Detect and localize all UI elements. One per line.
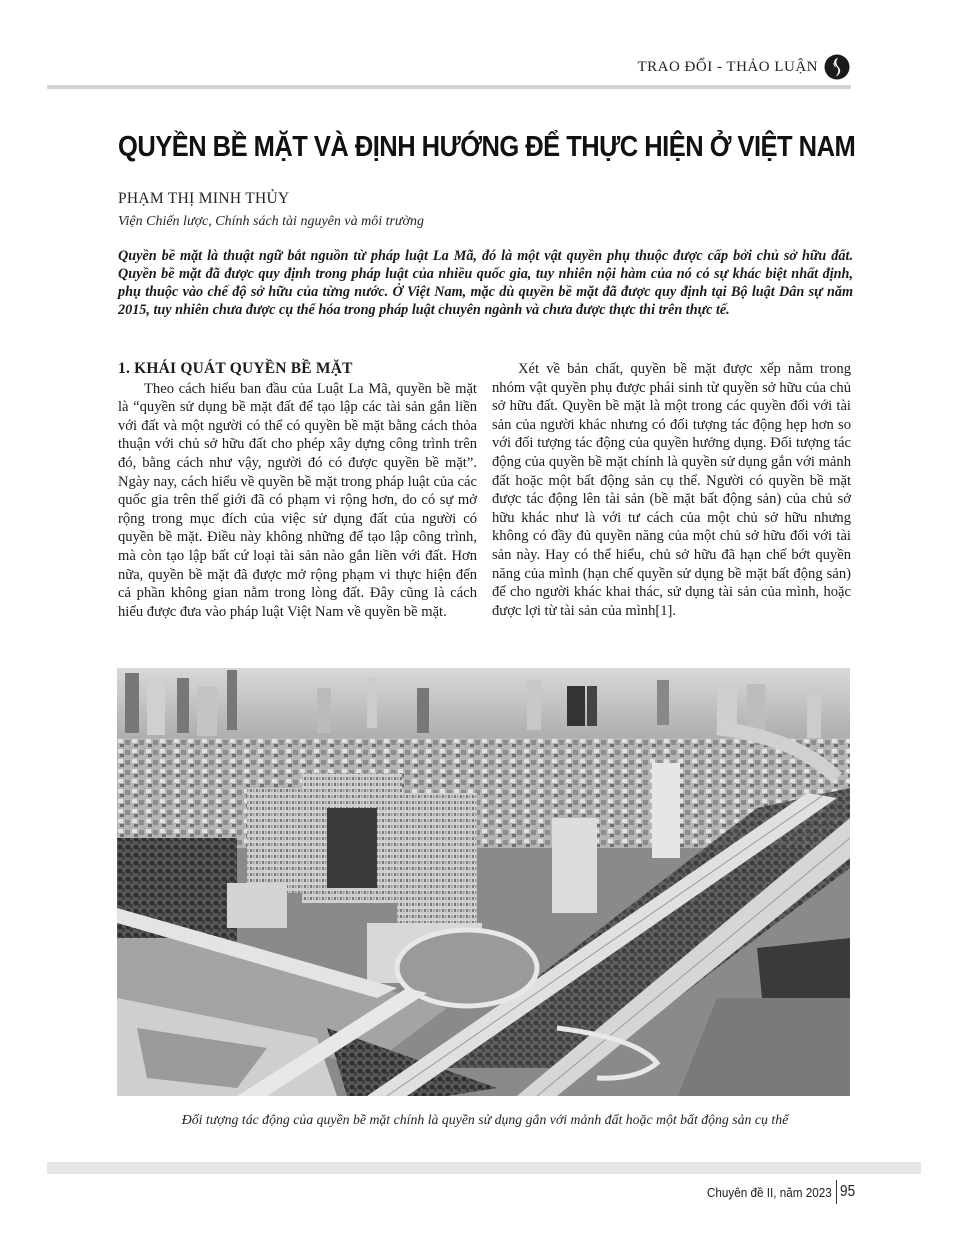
header-rule xyxy=(47,85,851,89)
article-title: QUYỀN BỀ MẶT VÀ ĐỊNH HƯỚNG ĐỂ THỰC HIỆN Ở VIỆT NAM xyxy=(118,131,856,163)
aerial-photo xyxy=(117,668,850,1096)
swirl-circle-logo-icon xyxy=(824,54,850,80)
body-paragraph: Xét về bản chất, quyền bề mặt được xếp nằm trong nhóm vật quyền phụ được phái sinh từ quyền sở hữu của chủ sở hữu đất. Quyền bề mặt là một trong các quyền đối với tài sản của người khác nhưng có đối tượng tác động hẹp hơn so với đối tượng tác động của quyền hưởng dụng. Đối tượng tác động của quyền bề mặt chính là quyền sử dụng gắn với mảnh đất hoặc một bất động sản cụ thể. Người có quyền bề mặt được tác động lên tài sản (bề mặt bất động sản) của chủ sở hữu khác như là với tư cách của một chủ sở hữu nhưng không có đầy đủ quyền năng của một chủ sở hữu đối với tài sản này. Hay có thể hiểu, chủ sở hữu đã hạn chế bớt quyền năng của mình (hạn chế quyền sử dụng bề mặt bất động sản) để cho người khác khai thác, sử dụng tài sản của mình, hoặc được lợi từ tài sản của mình[1]. xyxy=(492,361,851,619)
author-name: PHẠM THỊ MINH THỦY xyxy=(118,190,290,207)
issue-label: Chuyên đề II, năm 2023 xyxy=(707,1184,833,1200)
right-column xyxy=(492,360,851,620)
body-paragraph: Theo cách hiểu ban đầu của Luật La Mã, quyền bề mặt là “quyền sử dụng bề mặt đất để tạo lập các tài sản gắn liền với đất và một người có thể có quyền bề mặt bằng cách thỏa thuận với chủ sở hữu đất cho phép xây dựng công trình trên đó, bằng cách như vậy, người đó có được quyền bề mặt”. Ngày nay, cách hiểu về quyền bề mặt trong pháp luật của các quốc gia trên thế giới đã có phạm vi rộng hơn, do có sự mở rộng trong mục đích của việc sử dụng đất của người có quyền bề mặt. Điều này không những để tạo lập công trình, mà còn tạo lập bất cứ loại tài sản nào gắn liền với đất. Hơn nữa, quyền bề mặt đã được mở rộng phạm vi thực hiện đến cả phần không gian nằm trong lòng đất. Đây cũng là cách hiểu được đưa vào pháp luật Việt Nam về quyền bề mặt. xyxy=(118,380,477,620)
aerial-city-image xyxy=(117,668,850,1096)
section-label: TRAO ĐỔI - THẢO LUẬN xyxy=(637,58,818,75)
running-header xyxy=(600,52,850,82)
section-heading: 1. KHÁI QUÁT QUYỀN BỀ MẶT xyxy=(118,360,353,377)
left-column xyxy=(118,360,477,621)
page-number: 95 xyxy=(840,1183,856,1200)
author-affiliation: Viện Chiến lược, Chính sách tài nguyên và môi trường xyxy=(118,214,425,229)
footer-divider xyxy=(836,1180,837,1204)
abstract: Quyền bề mặt là thuật ngữ bắt nguồn từ pháp luật La Mã, đó là một vật quyền phụ thuộc được cấp bởi chủ sở hữu đất. Quyền bề mặt đã được quy định trong pháp luật của nhiều quốc gia, tuy nhiên nội hàm của nó có sự khác biệt nhất định, phụ thuộc vào chế độ sở hữu của từng nước. Ở Việt Nam, mặc dù quyền bề mặt đã được quy định tại Bộ luật Dân sự năm 2015, tuy nhiên chưa được cụ thể hóa trong pháp luật chuyên ngành và chưa được thực thi trên thực tế. xyxy=(118,248,853,318)
page-footer xyxy=(600,1180,858,1204)
photo-caption: Đối tượng tác động của quyền bề mặt chính là quyền sử dụng gắn với mảnh đất hoặc một bất động sản cụ thể xyxy=(181,1112,789,1127)
footer-rule xyxy=(47,1162,921,1174)
